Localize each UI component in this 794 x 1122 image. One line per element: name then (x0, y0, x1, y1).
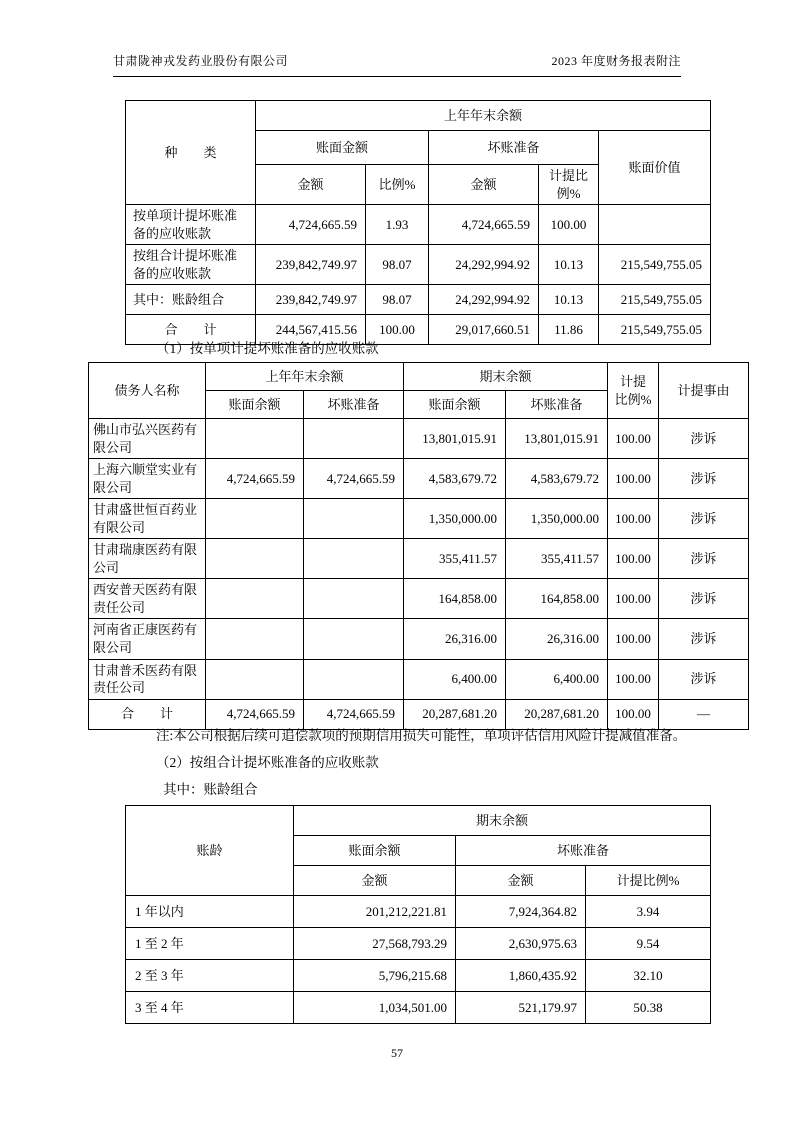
prior-balance (206, 619, 304, 659)
table-row (126, 285, 711, 315)
reason-cell: 涉诉 (659, 419, 749, 459)
end-balance: 20,287,681.20 (404, 699, 506, 729)
end-provision: 6,400.00 (506, 659, 608, 699)
table-row (89, 419, 749, 459)
debtor-name: 上海六顺堂实业有限公司 (89, 459, 206, 499)
table-row (89, 499, 749, 539)
end-balance: 13,801,015.91 (404, 419, 506, 459)
col-ratio: 比例% (366, 165, 429, 205)
table-row (126, 928, 711, 960)
table-row (89, 459, 749, 499)
book-value-cell: 215,549,755.05 (599, 245, 711, 285)
table-row (126, 896, 711, 928)
table-row (126, 245, 711, 285)
col-book-value: 账面价值 (599, 131, 711, 205)
prior-provision (304, 659, 404, 699)
col-book-balance: 账面余额 (404, 391, 506, 419)
footnote: 注:本公司根据后续可追偿款项的预期信用损失可能性，单项评估信用风险计提减值准备。 (156, 728, 687, 743)
amount-cell: 239,842,749.97 (256, 285, 366, 315)
col-period-end: 期末余额 (404, 363, 608, 391)
ratio-cell: 100.00 (608, 459, 659, 499)
provision-cell: 29,017,660.51 (429, 315, 539, 345)
prior-provision (304, 579, 404, 619)
prior-balance (206, 539, 304, 579)
end-provision: 355,411.57 (506, 539, 608, 579)
amount-cell: 244,567,415.56 (256, 315, 366, 345)
amount-cell: 4,724,665.59 (256, 205, 366, 245)
prior-balance (206, 659, 304, 699)
report-title: 2023 年度财务报表附注 (551, 54, 681, 68)
aging-portfolio-table (125, 805, 711, 1024)
reason-cell: — (659, 699, 749, 729)
col-provision-ratio: 计提比例% (586, 866, 711, 896)
col-book-amount: 账面金额 (256, 131, 429, 165)
prior-provision (304, 419, 404, 459)
table-row (126, 205, 711, 245)
prior-balance: 4,724,665.59 (206, 459, 304, 499)
reason-cell: 涉诉 (659, 499, 749, 539)
col-amount: 金额 (294, 866, 456, 896)
table-row (126, 960, 711, 992)
col-bad-debt-provision: 坏账准备 (429, 131, 599, 165)
ratio-cell: 3.94 (586, 896, 711, 928)
reason-cell: 涉诉 (659, 579, 749, 619)
debtor-name: 佛山市弘兴医药有限公司 (89, 419, 206, 459)
end-provision: 4,583,679.72 (506, 459, 608, 499)
ratio-cell: 1.93 (366, 205, 429, 245)
ratio-cell: 100.00 (608, 419, 659, 459)
book-value-cell: 215,549,755.05 (599, 285, 711, 315)
debtor-name: 河南省正康医药有限公司 (89, 619, 206, 659)
provision-ratio-cell: 100.00 (539, 205, 599, 245)
row-type: 按组合计提坏账准备的应收账款 (126, 245, 256, 285)
col-amount: 金额 (256, 165, 366, 205)
aging-label: 3 至 4 年 (126, 992, 294, 1024)
balance-cell: 27,568,793.29 (294, 928, 456, 960)
provision-cell: 4,724,665.59 (429, 205, 539, 245)
prior-provision (304, 619, 404, 659)
balance-cell: 5,796,215.68 (294, 960, 456, 992)
ratio-cell: 98.07 (366, 245, 429, 285)
end-balance: 164,858.00 (404, 579, 506, 619)
col-provision: 坏账准备 (506, 391, 608, 419)
table-header-row (126, 101, 711, 131)
table-row (89, 539, 749, 579)
ratio-cell: 100.00 (608, 499, 659, 539)
prior-provision (304, 539, 404, 579)
col-prior-year: 上年年末余额 (206, 363, 404, 391)
provision-ratio-cell: 10.13 (539, 285, 599, 315)
aging-label: 1 年以内 (126, 896, 294, 928)
ratio-cell: 9.54 (586, 928, 711, 960)
col-provision: 坏账准备 (304, 391, 404, 419)
section-item2-subtitle: 其中：账龄组合 (163, 782, 258, 797)
col-provision: 坏账准备 (456, 836, 711, 866)
provision-cell: 2,630,975.63 (456, 928, 586, 960)
ratio-cell: 100.00 (366, 315, 429, 345)
col-type: 种 类 (126, 101, 256, 205)
provision-cell: 24,292,994.92 (429, 285, 539, 315)
end-balance: 26,316.00 (404, 619, 506, 659)
summary-provision-table (125, 100, 711, 345)
individual-provision-table (88, 362, 749, 730)
reason-cell: 涉诉 (659, 659, 749, 699)
balance-cell: 201,212,221.81 (294, 896, 456, 928)
ratio-cell: 100.00 (608, 539, 659, 579)
aging-label: 1 至 2 年 (126, 928, 294, 960)
ratio-cell: 32.10 (586, 960, 711, 992)
table-row (89, 619, 749, 659)
end-provision: 20,287,681.20 (506, 699, 608, 729)
prior-provision: 4,724,665.59 (304, 459, 404, 499)
table-row (126, 992, 711, 1024)
col-amount: 金额 (456, 866, 586, 896)
end-balance: 6,400.00 (404, 659, 506, 699)
book-value-cell: 215,549,755.05 (599, 315, 711, 345)
prior-provision (304, 499, 404, 539)
col-period-end: 期末余额 (294, 806, 711, 836)
page-number: 57 (391, 1046, 403, 1060)
col-book-balance: 账面余额 (294, 836, 456, 866)
col-reason: 计提事由 (659, 363, 749, 419)
ratio-cell: 100.00 (608, 619, 659, 659)
section-item2-title: （2）按组合计提坏账准备的应收账款 (156, 755, 379, 770)
provision-cell: 1,860,435.92 (456, 960, 586, 992)
company-name: 甘肃陇神戎发药业股份有限公司 (113, 54, 289, 68)
end-provision: 13,801,015.91 (506, 419, 608, 459)
end-provision: 1,350,000.00 (506, 499, 608, 539)
debtor-name: 甘肃盛世恒百药业有限公司 (89, 499, 206, 539)
book-value-cell (599, 205, 711, 245)
table-row (89, 659, 749, 699)
ratio-cell: 100.00 (608, 699, 659, 729)
prior-balance (206, 419, 304, 459)
table-header-row (126, 806, 711, 836)
amount-cell: 239,842,749.97 (256, 245, 366, 285)
page-header (113, 52, 681, 77)
reason-cell: 涉诉 (659, 619, 749, 659)
provision-cell: 521,179.97 (456, 992, 586, 1024)
ratio-cell: 100.00 (608, 659, 659, 699)
balance-cell: 1,034,501.00 (294, 992, 456, 1024)
end-balance: 4,583,679.72 (404, 459, 506, 499)
debtor-name: 合 计 (89, 699, 206, 729)
end-balance: 1,350,000.00 (404, 499, 506, 539)
col-prior-year-balance: 上年年末余额 (256, 101, 711, 131)
reason-cell: 涉诉 (659, 539, 749, 579)
end-provision: 164,858.00 (506, 579, 608, 619)
debtor-name: 西安普天医药有限责任公司 (89, 579, 206, 619)
provision-ratio-cell: 10.13 (539, 245, 599, 285)
col-amount: 金额 (429, 165, 539, 205)
table-header-row (89, 363, 749, 391)
end-balance: 355,411.57 (404, 539, 506, 579)
row-type: 合 计 (126, 315, 256, 345)
prior-provision: 4,724,665.59 (304, 699, 404, 729)
ratio-cell: 100.00 (608, 579, 659, 619)
prior-balance (206, 579, 304, 619)
col-debtor: 债务人名称 (89, 363, 206, 419)
end-provision: 26,316.00 (506, 619, 608, 659)
provision-cell: 7,924,364.82 (456, 896, 586, 928)
prior-balance (206, 499, 304, 539)
ratio-cell: 50.38 (586, 992, 711, 1024)
col-provision-ratio: 计提比例% (608, 363, 659, 419)
debtor-name: 甘肃普禾医药有限责任公司 (89, 659, 206, 699)
prior-balance: 4,724,665.59 (206, 699, 304, 729)
provision-cell: 24,292,994.92 (429, 245, 539, 285)
aging-label: 2 至 3 年 (126, 960, 294, 992)
section-item1-title: （1）按单项计提坏账准备的应收账款 (156, 341, 379, 356)
reason-cell: 涉诉 (659, 459, 749, 499)
ratio-cell: 98.07 (366, 285, 429, 315)
col-aging: 账龄 (126, 806, 294, 896)
debtor-name: 甘肃瑞康医药有限公司 (89, 539, 206, 579)
col-provision-ratio: 计提比例% (539, 165, 599, 205)
col-book-balance: 账面余额 (206, 391, 304, 419)
row-type: 其中：账龄组合 (126, 285, 256, 315)
table-row (89, 579, 749, 619)
row-type: 按单项计提坏账准备的应收账款 (126, 205, 256, 245)
provision-ratio-cell: 11.86 (539, 315, 599, 345)
